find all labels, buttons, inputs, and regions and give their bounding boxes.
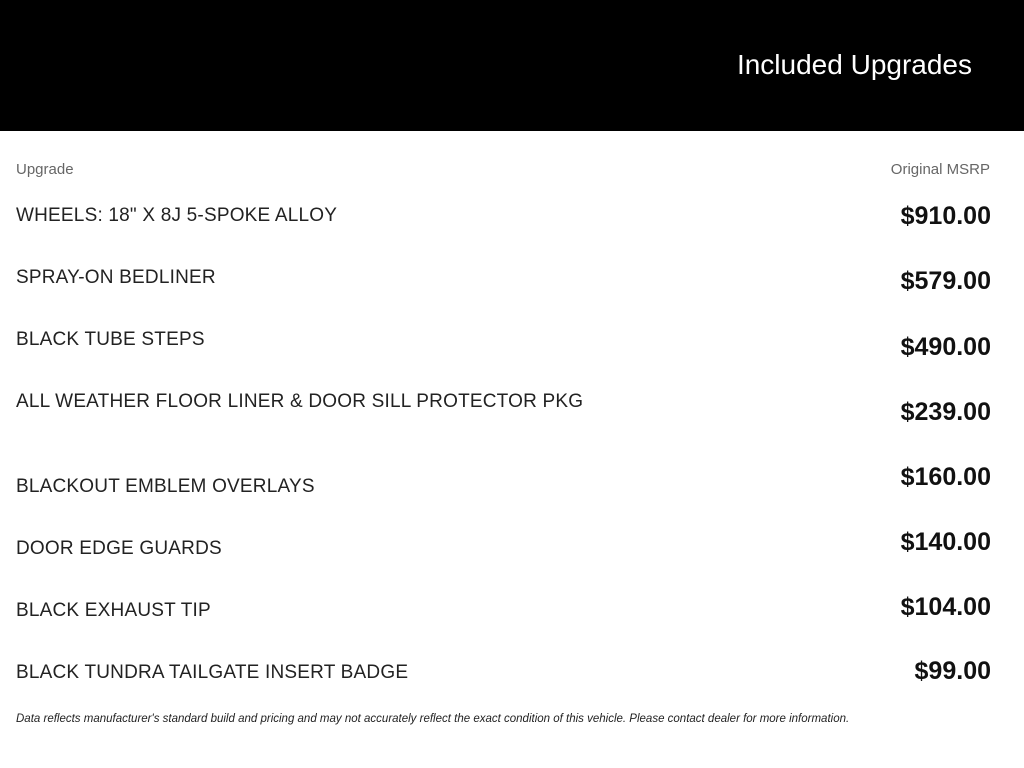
upgrade-name: WHEELS: 18" X 8J 5-SPOKE ALLOY bbox=[16, 205, 338, 226]
upgrade-price: $579.00 bbox=[900, 267, 991, 295]
disclaimer-text: Data reflects manufacturer's standard build and pricing and may not accurately reflect the exact condition of this vehicle. Please contact dealer for more information. bbox=[16, 713, 850, 725]
upgrade-price: $160.00 bbox=[900, 463, 991, 491]
upgrade-price: $910.00 bbox=[900, 202, 991, 230]
upgrade-price: $140.00 bbox=[900, 528, 991, 556]
upgrade-price: $490.00 bbox=[900, 333, 991, 361]
upgrade-name: BLACK TUNDRA TAILGATE INSERT BADGE bbox=[16, 662, 409, 683]
upgrade-name: BLACK EXHAUST TIP bbox=[16, 600, 211, 621]
page-title: Included Upgrades bbox=[736, 49, 972, 80]
upgrade-price: $99.00 bbox=[914, 657, 991, 685]
header-bar bbox=[0, 0, 1024, 131]
upgrade-name: SPRAY-ON BEDLINER bbox=[16, 267, 216, 288]
column-header-msrp: Original MSRP bbox=[890, 161, 990, 178]
upgrade-name: DOOR EDGE GUARDS bbox=[16, 538, 222, 559]
column-header-upgrade: Upgrade bbox=[16, 161, 74, 178]
upgrade-name: ALL WEATHER FLOOR LINER & DOOR SILL PROTECTOR PKG bbox=[16, 391, 584, 412]
upgrade-name: BLACK TUBE STEPS bbox=[16, 329, 205, 350]
upgrade-price: $239.00 bbox=[900, 398, 991, 426]
upgrade-price: $104.00 bbox=[900, 593, 991, 621]
upgrade-name: BLACKOUT EMBLEM OVERLAYS bbox=[16, 476, 315, 497]
